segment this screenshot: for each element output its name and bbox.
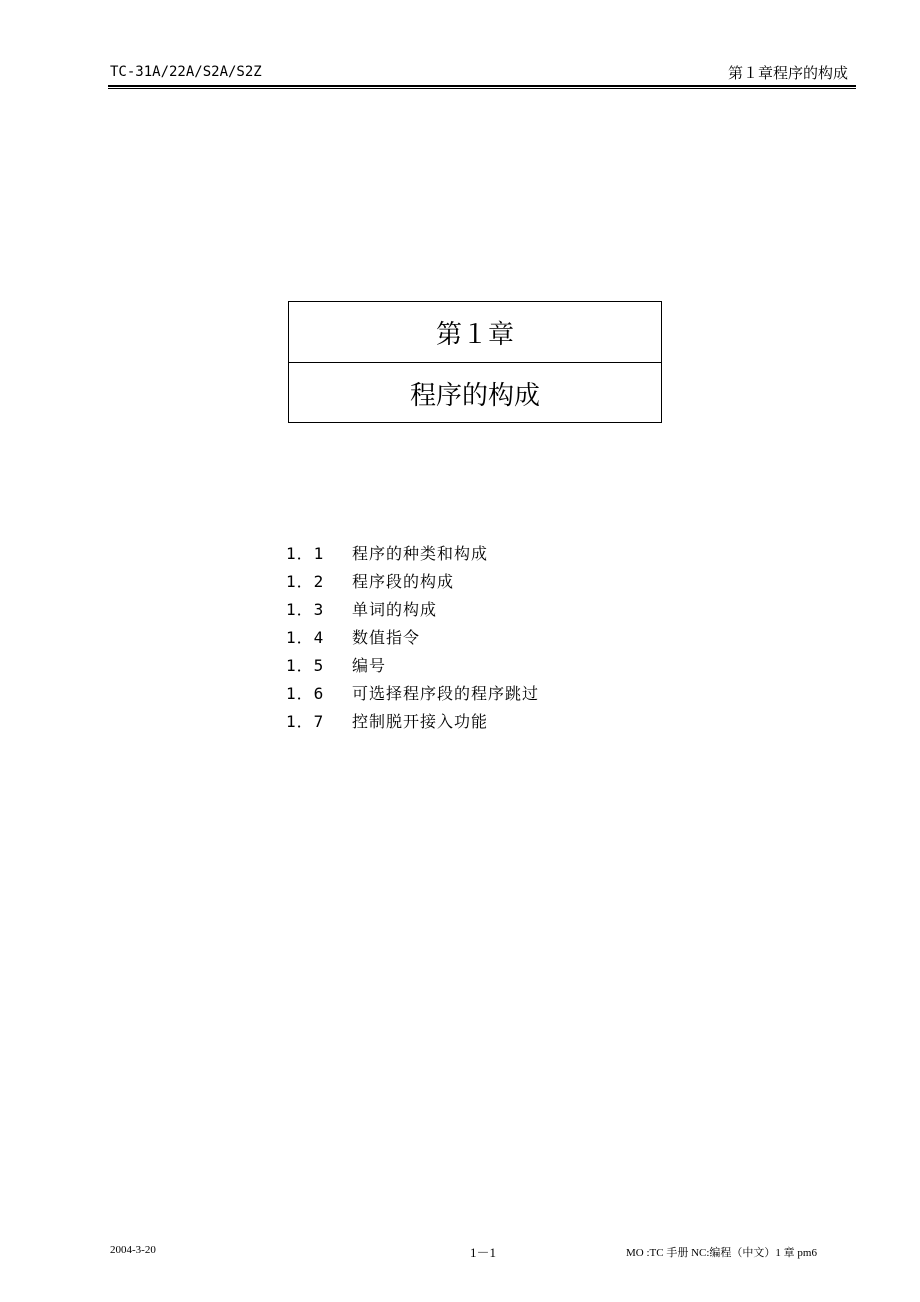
toc-item[interactable] xyxy=(286,678,539,706)
chapter-label: 第１章 xyxy=(289,302,661,363)
toc-title: 程序段的构成 xyxy=(352,571,455,591)
toc-item[interactable] xyxy=(286,650,539,678)
toc-item[interactable] xyxy=(286,706,539,734)
chapter-name: 程序的构成 xyxy=(409,380,540,411)
toc-item[interactable] xyxy=(286,538,539,566)
toc-number: 1．1 xyxy=(286,543,325,563)
toc-title: 控制脱开接入功能 xyxy=(352,711,489,731)
toc-item[interactable] xyxy=(286,622,539,650)
toc-number: 1．5 xyxy=(286,655,325,675)
footer-page-number: 1－1 xyxy=(470,1245,497,1260)
footer-date: 2004-3-20 xyxy=(110,1244,156,1256)
page-header xyxy=(108,62,856,84)
toc-number: 1．7 xyxy=(286,711,325,731)
toc-number: 1．6 xyxy=(286,683,325,703)
toc-number: 1．3 xyxy=(286,599,325,619)
table-of-contents xyxy=(286,538,539,734)
toc-number: 1．4 xyxy=(286,627,325,647)
toc-title: 程序的种类和构成 xyxy=(352,543,489,563)
chapter-title-box xyxy=(288,301,662,423)
toc-item[interactable] xyxy=(286,566,539,594)
header-rule xyxy=(108,85,856,89)
toc-title: 单词的构成 xyxy=(352,599,438,619)
header-chapter-title: 第１章程序的构成 xyxy=(727,64,848,82)
toc-item[interactable] xyxy=(286,594,539,622)
toc-title: 编号 xyxy=(352,655,387,675)
header-model: TC-31A/22A/S2A/S2Z xyxy=(110,64,262,80)
toc-number: 1．2 xyxy=(286,571,325,591)
footer-file-info: MO :TC 手册 NC:编程（中文）1 章 pm6 xyxy=(626,1247,817,1259)
toc-title: 数值指令 xyxy=(352,627,421,647)
toc-title: 可选择程序段的程序跳过 xyxy=(352,683,540,703)
